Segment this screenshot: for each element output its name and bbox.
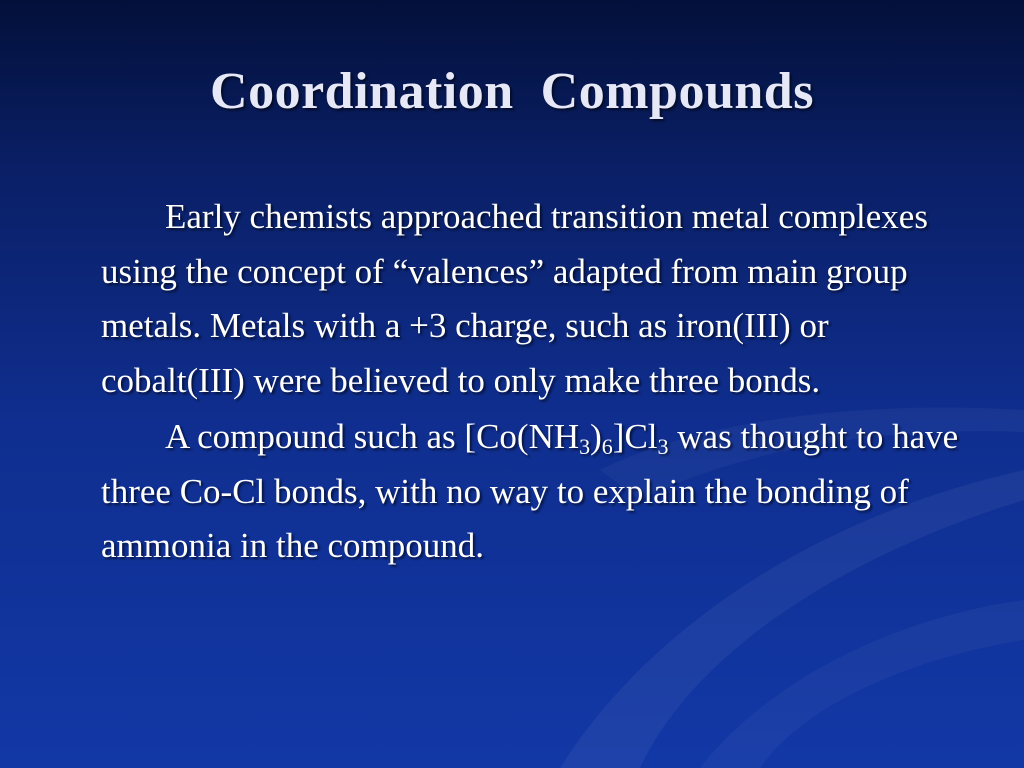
chemical-formula: [464, 417, 669, 459]
formula-part: [Co(NH: [464, 417, 580, 456]
slide-title: Coordination Compounds: [210, 63, 814, 120]
formula-subscript: 3: [657, 434, 669, 459]
paragraph-cobalt-compound: [101, 410, 981, 574]
formula-subscript: 3: [579, 434, 591, 459]
slide-body: [101, 190, 981, 574]
paragraph-rest: was thought to have three Co-Cl bonds, with no way to explain the bonding of ammonia in the compound.: [101, 417, 959, 565]
formula-subscript: 6: [601, 434, 613, 459]
paragraph-lead: A compound such as: [165, 417, 465, 456]
paragraph-valences: Early chemists approached transition metal complexes using the concept of “valences” adapted from main group metals. Metals with a +3 charge, such as iron(III) or cobalt(III) were believed to only make three bonds.: [101, 197, 928, 400]
formula-part: ]Cl: [612, 417, 658, 456]
formula-part: ): [590, 417, 602, 456]
